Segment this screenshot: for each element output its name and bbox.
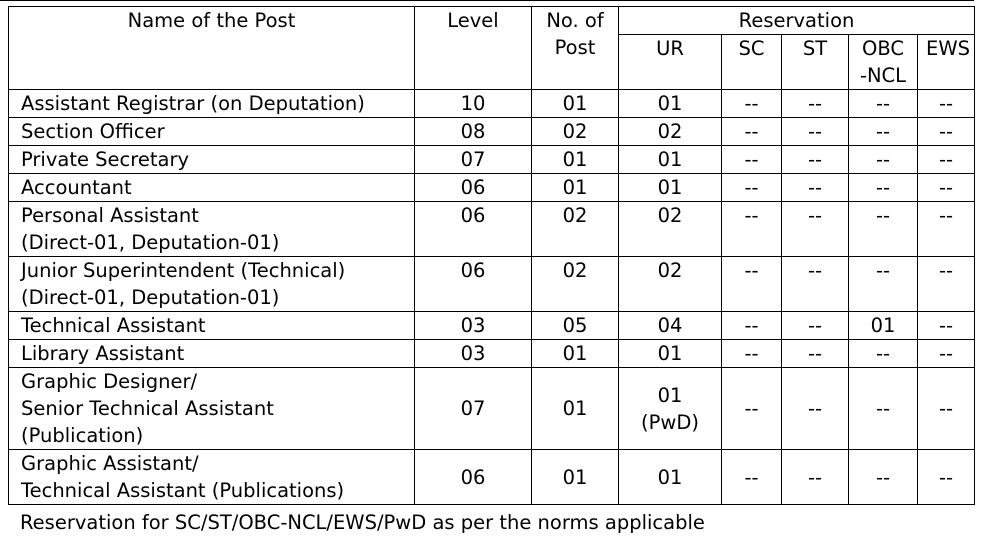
res-ews: -- <box>918 202 975 257</box>
res-ur: 02 <box>619 257 722 312</box>
post-level: 08 <box>415 118 532 146</box>
post-count: 02 <box>532 257 619 312</box>
table-row <box>9 202 975 257</box>
header-row-1 <box>9 7 975 35</box>
post-name: Graphic Assistant/ Technical Assistant (Publications) <box>9 450 415 505</box>
res-ews: -- <box>918 368 975 450</box>
table-row <box>9 257 975 312</box>
res-sc: -- <box>722 174 782 202</box>
res-obc: -- <box>849 118 918 146</box>
res-obc: 01 <box>849 312 918 340</box>
res-st: -- <box>782 90 849 118</box>
res-ur: 01 <box>619 450 722 505</box>
table-row <box>9 340 975 368</box>
res-sc: -- <box>722 202 782 257</box>
footer-note: Reservation for SC/ST/OBC-NCL/EWS/PwD as per the norms applicable <box>20 511 705 534</box>
res-ews: -- <box>918 312 975 340</box>
res-sc: -- <box>722 146 782 174</box>
post-level: 07 <box>415 368 532 450</box>
header-posts: No. of Post <box>532 7 619 90</box>
post-name: Junior Superintendent (Technical) (Direct-01, Deputation-01) <box>9 257 415 312</box>
table-row <box>9 368 975 450</box>
post-count: 02 <box>532 118 619 146</box>
res-obc: -- <box>849 368 918 450</box>
res-obc: -- <box>849 450 918 505</box>
post-name: Technical Assistant <box>9 312 415 340</box>
post-level: 06 <box>415 202 532 257</box>
post-count: 01 <box>532 146 619 174</box>
header-ews: EWS <box>918 35 975 90</box>
res-sc: -- <box>722 257 782 312</box>
res-ur: 02 <box>619 118 722 146</box>
res-st: -- <box>782 146 849 174</box>
res-ur: 01 <box>619 174 722 202</box>
res-sc: -- <box>722 312 782 340</box>
res-st: -- <box>782 257 849 312</box>
res-ews: -- <box>918 450 975 505</box>
post-count: 01 <box>532 174 619 202</box>
res-st: -- <box>782 340 849 368</box>
res-obc: -- <box>849 174 918 202</box>
post-name: Accountant <box>9 174 415 202</box>
table-row <box>9 174 975 202</box>
res-ur: 01 (PwD) <box>619 368 722 450</box>
header-ur: UR <box>619 35 722 90</box>
res-st: -- <box>782 368 849 450</box>
res-obc: -- <box>849 202 918 257</box>
res-obc: -- <box>849 90 918 118</box>
post-name: Graphic Designer/ Senior Technical Assistant (Publication) <box>9 368 415 450</box>
res-st: -- <box>782 174 849 202</box>
table-row <box>9 90 975 118</box>
table-row <box>9 450 975 505</box>
post-level: 06 <box>415 257 532 312</box>
table-row <box>9 312 975 340</box>
res-sc: -- <box>722 450 782 505</box>
post-level: 03 <box>415 340 532 368</box>
post-count: 05 <box>532 312 619 340</box>
post-level: 10 <box>415 90 532 118</box>
post-name: Library Assistant <box>9 340 415 368</box>
table-row <box>9 146 975 174</box>
posts-reservation-table <box>8 6 975 505</box>
post-count: 01 <box>532 368 619 450</box>
res-ur: 01 <box>619 340 722 368</box>
res-ur: 02 <box>619 202 722 257</box>
table-row <box>9 118 975 146</box>
post-name: Private Secretary <box>9 146 415 174</box>
post-count: 01 <box>532 340 619 368</box>
res-ews: -- <box>918 90 975 118</box>
header-reservation: Reservation <box>619 7 975 35</box>
res-ews: -- <box>918 340 975 368</box>
post-count: 01 <box>532 450 619 505</box>
post-level: 07 <box>415 146 532 174</box>
res-ews: -- <box>918 118 975 146</box>
res-ur: 01 <box>619 90 722 118</box>
posts-table-frame <box>8 0 974 534</box>
res-sc: -- <box>722 368 782 450</box>
res-ews: -- <box>918 174 975 202</box>
header-st: ST <box>782 35 849 90</box>
header-sc: SC <box>722 35 782 90</box>
post-count: 01 <box>532 90 619 118</box>
post-name: Section Officer <box>9 118 415 146</box>
res-ur: 01 <box>619 146 722 174</box>
res-st: -- <box>782 118 849 146</box>
res-st: -- <box>782 312 849 340</box>
post-name: Assistant Registrar (on Deputation) <box>9 90 415 118</box>
res-sc: -- <box>722 340 782 368</box>
res-sc: -- <box>722 90 782 118</box>
res-obc: -- <box>849 340 918 368</box>
res-st: -- <box>782 202 849 257</box>
res-ur: 04 <box>619 312 722 340</box>
post-level: 03 <box>415 312 532 340</box>
res-obc: -- <box>849 257 918 312</box>
header-name: Name of the Post <box>9 7 415 90</box>
res-st: -- <box>782 450 849 505</box>
post-count: 02 <box>532 202 619 257</box>
post-level: 06 <box>415 450 532 505</box>
post-level: 06 <box>415 174 532 202</box>
res-sc: -- <box>722 118 782 146</box>
header-obc: OBC -NCL <box>849 35 918 90</box>
post-name: Personal Assistant (Direct-01, Deputation-01) <box>9 202 415 257</box>
res-ews: -- <box>918 146 975 174</box>
res-obc: -- <box>849 146 918 174</box>
header-level: Level <box>415 7 532 90</box>
res-ews: -- <box>918 257 975 312</box>
